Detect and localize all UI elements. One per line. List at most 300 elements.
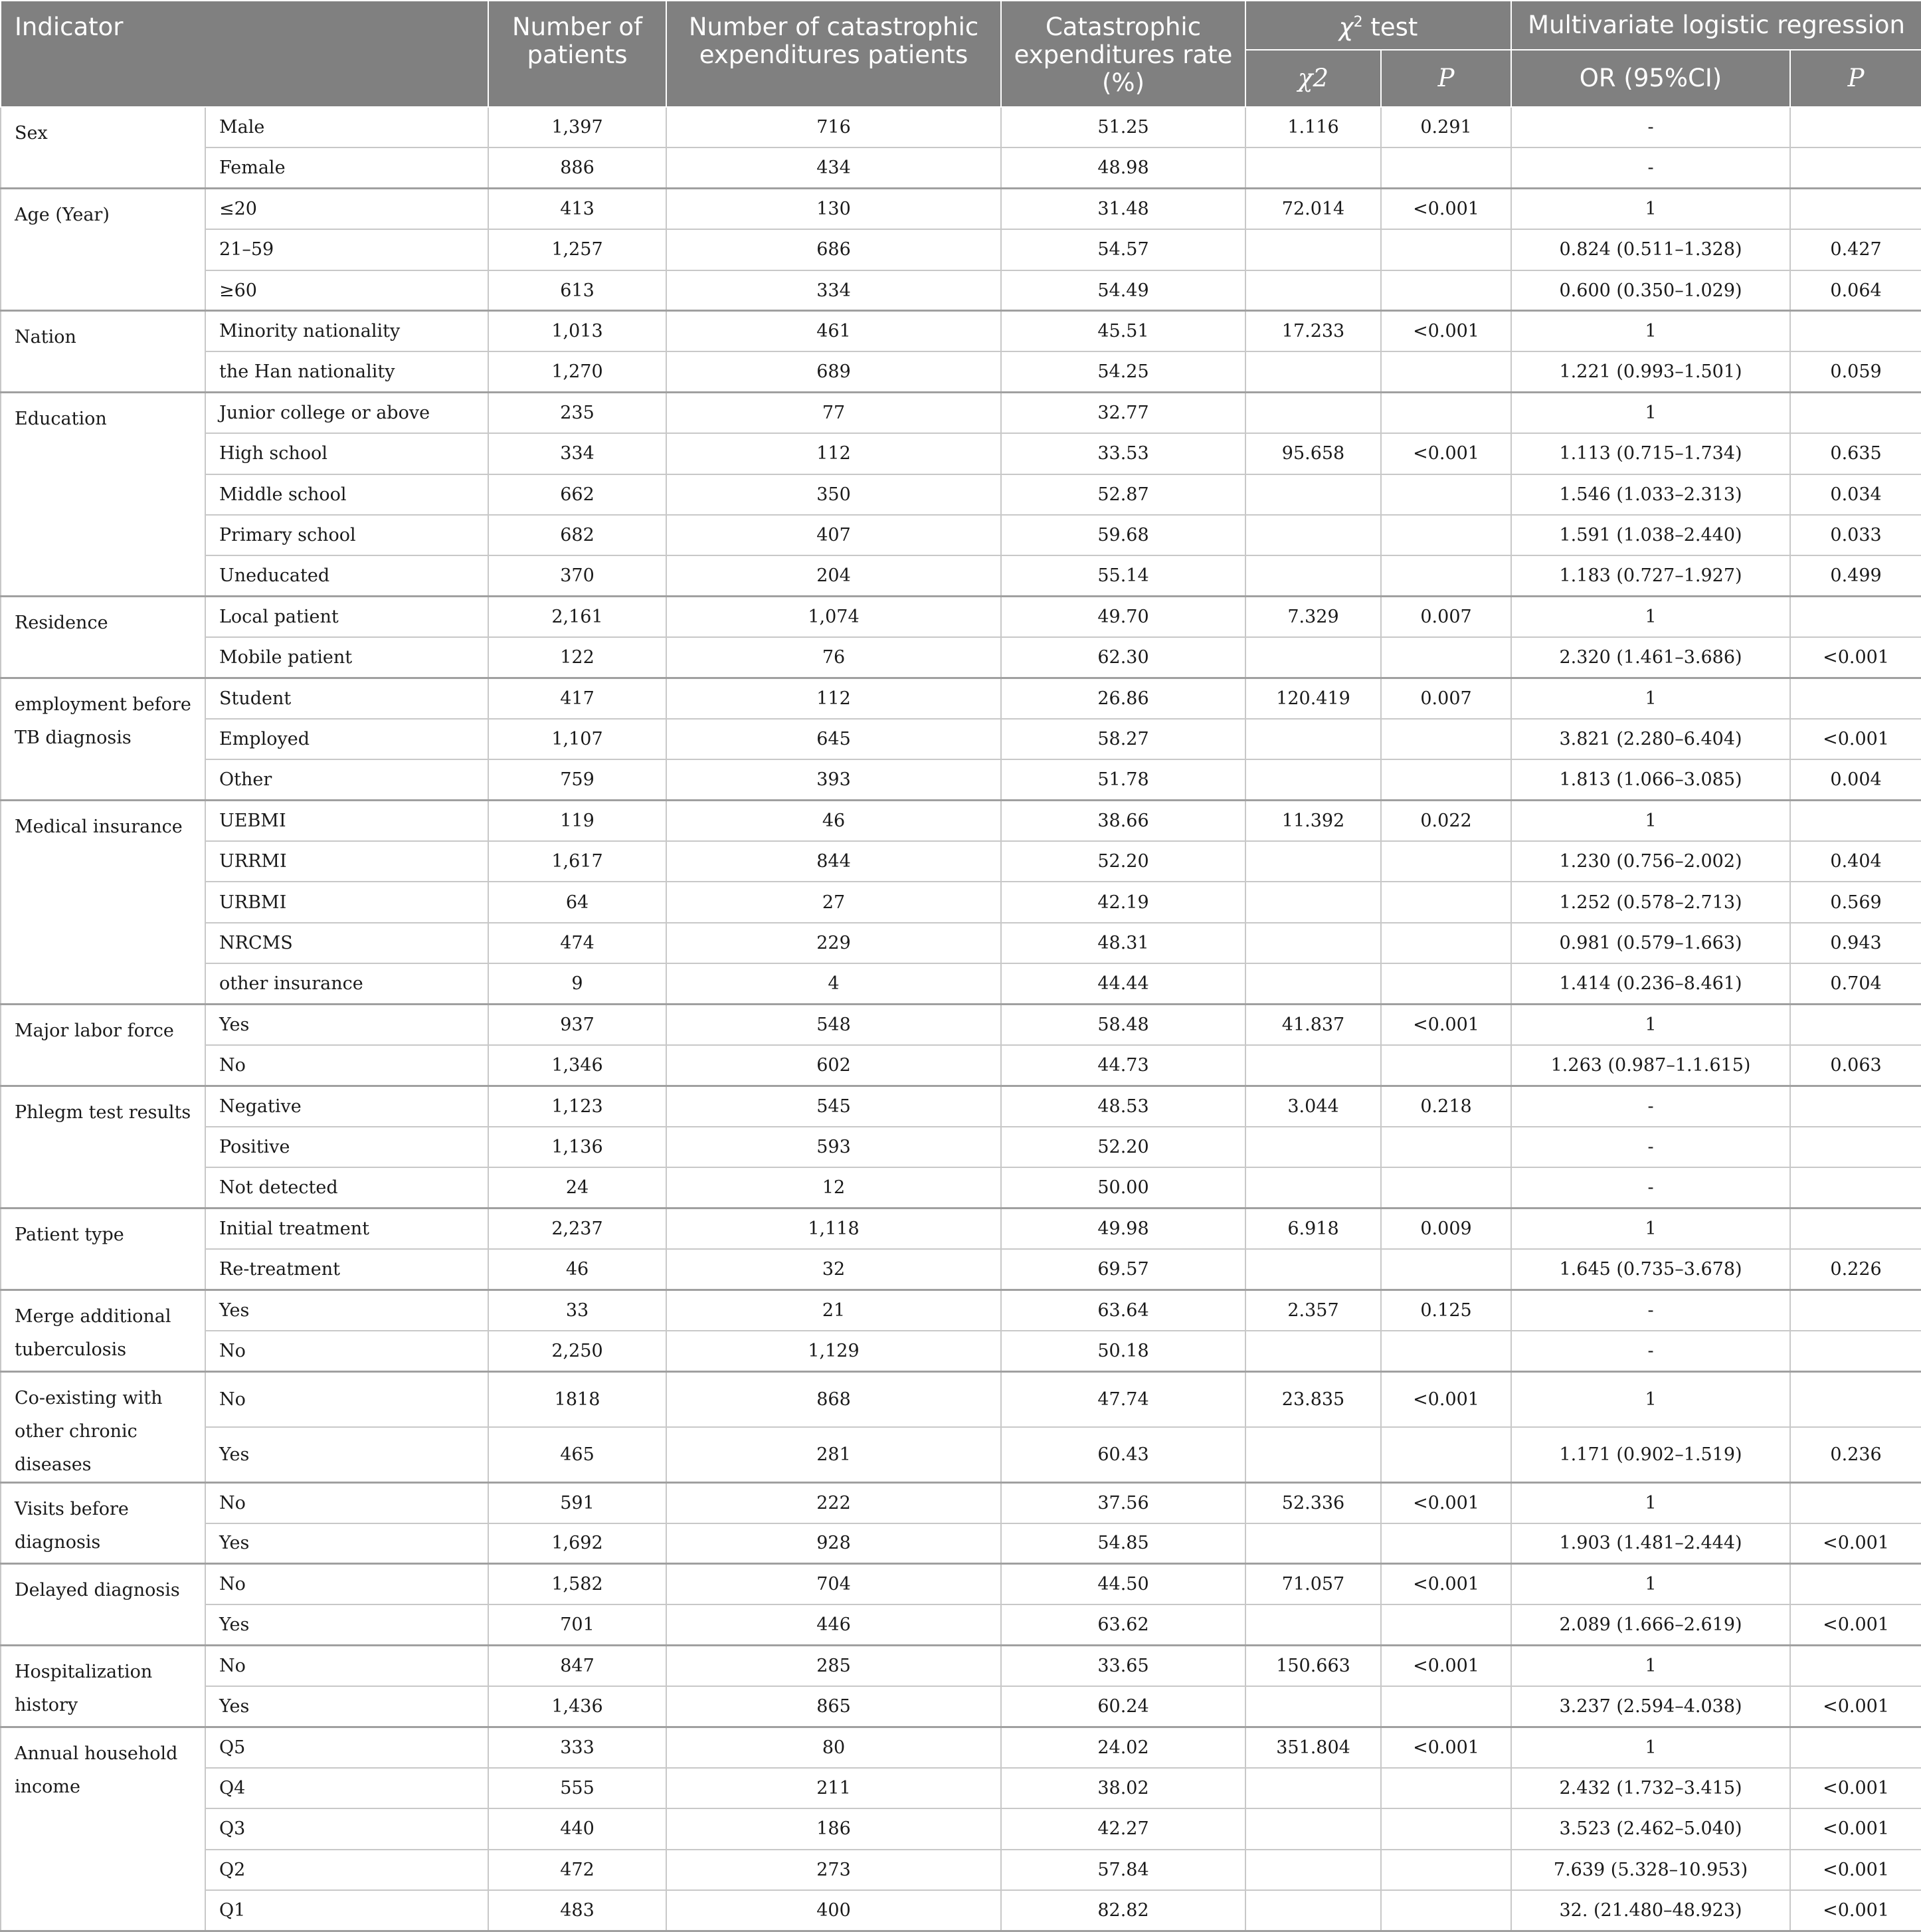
chi2-cell [1245, 759, 1381, 800]
rate-cell: 44.44 [1001, 963, 1245, 1004]
or-ci-cell: 1 [1511, 1005, 1790, 1045]
or-ci-cell: 1.221 (0.993–1.501) [1511, 351, 1790, 392]
category-cell: Q2 [205, 1850, 488, 1890]
p-cell: <0.001 [1381, 1482, 1511, 1523]
rate-cell: 54.49 [1001, 270, 1245, 311]
table-row [1, 1208, 1921, 1249]
rate-cell: 45.51 [1001, 311, 1245, 351]
p2-cell [1790, 311, 1921, 351]
table-row [1, 923, 1921, 963]
chi2-cell [1245, 270, 1381, 311]
p-cell: <0.001 [1381, 311, 1511, 351]
or-ci-cell: 3.237 (2.594–4.038) [1511, 1686, 1790, 1727]
or-ci-cell: 1.263 (0.987–1.1.615) [1511, 1045, 1790, 1086]
num-catastrophic-cell: 461 [666, 311, 1001, 351]
or-ci-cell: 1 [1511, 311, 1790, 351]
header-num-catastrophic: Number of catastrophic expenditures patients [666, 1, 1001, 107]
or-ci-cell: 1 [1511, 393, 1790, 433]
p2-cell: 0.404 [1790, 841, 1921, 882]
chi2-cell: 52.336 [1245, 1482, 1381, 1523]
rate-cell: 44.73 [1001, 1045, 1245, 1086]
rate-cell: 42.19 [1001, 882, 1245, 922]
category-cell: the Han nationality [205, 351, 488, 392]
p-cell: <0.001 [1381, 1727, 1511, 1767]
header-chi-superscript: 2 [1353, 14, 1363, 31]
or-ci-cell: 2.432 (1.732–3.415) [1511, 1768, 1790, 1808]
p2-cell [1790, 801, 1921, 841]
table-row [1, 474, 1921, 515]
table-row [1, 1005, 1921, 1045]
table-row [1, 841, 1921, 882]
p2-cell: 0.704 [1790, 963, 1921, 1004]
num-catastrophic-cell: 1,074 [666, 597, 1001, 637]
table-row [1, 1768, 1921, 1808]
chi2-cell [1245, 1523, 1381, 1564]
num-catastrophic-cell: 4 [666, 963, 1001, 1004]
num-catastrophic-cell: 112 [666, 433, 1001, 474]
rate-cell: 48.31 [1001, 923, 1245, 963]
p-cell [1381, 555, 1511, 596]
num-patients-cell: 24 [488, 1167, 666, 1208]
num-catastrophic-cell: 548 [666, 1005, 1001, 1045]
table-row [1, 1482, 1921, 1523]
p-cell: 0.007 [1381, 597, 1511, 637]
rate-cell: 57.84 [1001, 1850, 1245, 1890]
rate-cell: 32.77 [1001, 393, 1245, 433]
p2-cell [1790, 1331, 1921, 1371]
num-catastrophic-cell: 204 [666, 555, 1001, 596]
rate-cell: 44.50 [1001, 1564, 1245, 1604]
or-ci-cell: 1.414 (0.236–8.461) [1511, 963, 1790, 1004]
p2-cell [1790, 1208, 1921, 1249]
num-patients-cell: 122 [488, 637, 666, 678]
category-cell: Other [205, 759, 488, 800]
category-cell: Uneducated [205, 555, 488, 596]
table-row [1, 270, 1921, 311]
num-patients-cell: 9 [488, 963, 666, 1004]
category-cell: Mobile patient [205, 637, 488, 678]
or-ci-cell: 1.183 (0.727–1.927) [1511, 555, 1790, 596]
chi2-cell [1245, 393, 1381, 433]
num-catastrophic-cell: 1,118 [666, 1208, 1001, 1249]
p2-cell [1790, 1290, 1921, 1330]
num-catastrophic-cell: 545 [666, 1086, 1001, 1126]
table-row [1, 759, 1921, 800]
num-catastrophic-cell: 407 [666, 515, 1001, 555]
num-patients-cell: 1818 [488, 1371, 666, 1427]
header-chi-test-suffix: test [1362, 13, 1418, 42]
chi2-cell [1245, 1331, 1381, 1371]
chi2-cell [1245, 882, 1381, 922]
table-row [1, 107, 1921, 147]
p-cell: <0.001 [1381, 1646, 1511, 1686]
num-patients-cell: 682 [488, 515, 666, 555]
rate-cell: 31.48 [1001, 189, 1245, 229]
chi2-cell: 2.357 [1245, 1290, 1381, 1330]
p-cell: <0.001 [1381, 1371, 1511, 1427]
table-body [1, 107, 1921, 1931]
chi2-cell [1245, 963, 1381, 1004]
p2-cell: 0.059 [1790, 351, 1921, 392]
rate-cell: 33.65 [1001, 1646, 1245, 1686]
p-cell [1381, 351, 1511, 392]
category-cell: ≤20 [205, 189, 488, 229]
category-cell: Junior college or above [205, 393, 488, 433]
chi2-cell: 150.663 [1245, 1646, 1381, 1686]
category-cell: Yes [205, 1290, 488, 1330]
or-ci-cell: 7.639 (5.328–10.953) [1511, 1850, 1790, 1890]
chi2-cell [1245, 1604, 1381, 1645]
chi2-cell: 120.419 [1245, 678, 1381, 718]
chi2-cell [1245, 1686, 1381, 1727]
num-catastrophic-cell: 27 [666, 882, 1001, 922]
rate-cell: 26.86 [1001, 678, 1245, 718]
or-ci-cell: 0.981 (0.579–1.663) [1511, 923, 1790, 963]
or-ci-cell: 1 [1511, 1482, 1790, 1523]
p2-cell: <0.001 [1790, 1686, 1921, 1727]
table-row [1, 515, 1921, 555]
p-cell [1381, 515, 1511, 555]
indicator-cell: Nation [1, 311, 205, 393]
p-cell [1381, 923, 1511, 963]
p2-cell: <0.001 [1790, 1768, 1921, 1808]
num-patients-cell: 2,250 [488, 1331, 666, 1371]
chi2-cell: 6.918 [1245, 1208, 1381, 1249]
header-or-ci: OR (95%CI) [1511, 50, 1790, 107]
num-catastrophic-cell: 32 [666, 1249, 1001, 1290]
p2-cell [1790, 597, 1921, 637]
table-row [1, 1523, 1921, 1564]
chi2-cell [1245, 1249, 1381, 1290]
num-catastrophic-cell: 645 [666, 719, 1001, 759]
p-cell [1381, 1167, 1511, 1208]
num-catastrophic-cell: 281 [666, 1427, 1001, 1483]
or-ci-cell: 3.821 (2.280–6.404) [1511, 719, 1790, 759]
table-row [1, 1249, 1921, 1290]
num-patients-cell: 333 [488, 1727, 666, 1767]
indicator-cell: Sex [1, 107, 205, 189]
num-patients-cell: 701 [488, 1604, 666, 1645]
chi2-cell [1245, 474, 1381, 515]
rate-cell: 52.87 [1001, 474, 1245, 515]
category-cell: Female [205, 147, 488, 188]
p2-cell: <0.001 [1790, 1850, 1921, 1890]
num-catastrophic-cell: 602 [666, 1045, 1001, 1086]
p2-cell: 0.635 [1790, 433, 1921, 474]
p-cell: 0.007 [1381, 678, 1511, 718]
chi2-cell [1245, 841, 1381, 882]
num-catastrophic-cell: 46 [666, 801, 1001, 841]
chi2-cell: 3.044 [1245, 1086, 1381, 1126]
p-cell [1381, 841, 1511, 882]
table-row [1, 1045, 1921, 1086]
category-cell: NRCMS [205, 923, 488, 963]
num-catastrophic-cell: 434 [666, 147, 1001, 188]
p-cell [1381, 1890, 1511, 1931]
indicator-cell: Age (Year) [1, 189, 205, 311]
or-ci-cell: 1.903 (1.481–2.444) [1511, 1523, 1790, 1564]
chi2-cell [1245, 719, 1381, 759]
p-cell [1381, 759, 1511, 800]
num-catastrophic-cell: 1,129 [666, 1331, 1001, 1371]
p2-cell: <0.001 [1790, 719, 1921, 759]
num-catastrophic-cell: 704 [666, 1564, 1001, 1604]
rate-cell: 24.02 [1001, 1727, 1245, 1767]
or-ci-cell: 1 [1511, 1564, 1790, 1604]
table-row [1, 351, 1921, 392]
indicator-cell: Phlegm test results [1, 1086, 205, 1208]
category-cell: No [205, 1646, 488, 1686]
chi2-cell: 41.837 [1245, 1005, 1381, 1045]
p2-cell [1790, 189, 1921, 229]
p-cell [1381, 1427, 1511, 1483]
p-cell: <0.001 [1381, 1005, 1511, 1045]
num-patients-cell: 1,257 [488, 229, 666, 270]
header-rate: Catastrophic expenditures rate (%) [1001, 1, 1245, 107]
table-row [1, 189, 1921, 229]
num-catastrophic-cell: 393 [666, 759, 1001, 800]
header-chi-symbol: χ [1338, 13, 1354, 42]
p2-cell: <0.001 [1790, 1890, 1921, 1931]
rate-cell: 59.68 [1001, 515, 1245, 555]
p2-cell [1790, 1482, 1921, 1523]
p-cell [1381, 270, 1511, 311]
rate-cell: 38.02 [1001, 1768, 1245, 1808]
num-patients-cell: 64 [488, 882, 666, 922]
or-ci-cell: - [1511, 1167, 1790, 1208]
num-patients-cell: 440 [488, 1808, 666, 1849]
table-row [1, 311, 1921, 351]
table-row [1, 229, 1921, 270]
indicator-cell: Merge additional tuberculosis [1, 1290, 205, 1371]
rate-cell: 58.48 [1001, 1005, 1245, 1045]
rate-cell: 37.56 [1001, 1482, 1245, 1523]
p2-cell: <0.001 [1790, 1604, 1921, 1645]
chi2-cell: 1.116 [1245, 107, 1381, 147]
p-cell [1381, 1249, 1511, 1290]
num-patients-cell: 413 [488, 189, 666, 229]
num-catastrophic-cell: 186 [666, 1808, 1001, 1849]
num-patients-cell: 1,692 [488, 1523, 666, 1564]
rate-cell: 54.25 [1001, 351, 1245, 392]
num-patients-cell: 46 [488, 1249, 666, 1290]
category-cell: other insurance [205, 963, 488, 1004]
num-patients-cell: 1,436 [488, 1686, 666, 1727]
p2-cell: 0.427 [1790, 229, 1921, 270]
table-row [1, 1127, 1921, 1167]
rate-cell: 54.85 [1001, 1523, 1245, 1564]
indicator-cell: Delayed diagnosis [1, 1564, 205, 1646]
or-ci-cell: 1.645 (0.735–3.678) [1511, 1249, 1790, 1290]
p-cell [1381, 393, 1511, 433]
num-catastrophic-cell: 593 [666, 1127, 1001, 1167]
p-cell [1381, 882, 1511, 922]
table-row [1, 433, 1921, 474]
category-cell: URBMI [205, 882, 488, 922]
num-catastrophic-cell: 285 [666, 1646, 1001, 1686]
table-row [1, 1604, 1921, 1645]
table-row [1, 555, 1921, 596]
table-row [1, 963, 1921, 1004]
num-catastrophic-cell: 686 [666, 229, 1001, 270]
or-ci-cell: - [1511, 1290, 1790, 1330]
indicator-cell: Co-existing with other chronic diseases [1, 1371, 205, 1482]
or-ci-cell: - [1511, 1331, 1790, 1371]
p-cell [1381, 1604, 1511, 1645]
rate-cell: 55.14 [1001, 555, 1245, 596]
or-ci-cell: 1.171 (0.902–1.519) [1511, 1427, 1790, 1483]
indicator-cell: Medical insurance [1, 801, 205, 1005]
num-patients-cell: 1,107 [488, 719, 666, 759]
num-patients-cell: 555 [488, 1768, 666, 1808]
table-row [1, 1290, 1921, 1330]
chi2-cell [1245, 637, 1381, 678]
p2-cell: 0.004 [1790, 759, 1921, 800]
category-cell: No [205, 1045, 488, 1086]
p-cell [1381, 1808, 1511, 1849]
rate-cell: 60.24 [1001, 1686, 1245, 1727]
p2-cell [1790, 107, 1921, 147]
table-row [1, 1086, 1921, 1126]
category-cell: Minority nationality [205, 311, 488, 351]
num-catastrophic-cell: 76 [666, 637, 1001, 678]
p2-cell [1790, 678, 1921, 718]
p-cell: 0.125 [1381, 1290, 1511, 1330]
table-row [1, 678, 1921, 718]
rate-cell: 48.53 [1001, 1086, 1245, 1126]
table-row [1, 1727, 1921, 1767]
p2-cell [1790, 1564, 1921, 1604]
rate-cell: 52.20 [1001, 1127, 1245, 1167]
table-row [1, 1331, 1921, 1371]
num-patients-cell: 474 [488, 923, 666, 963]
table-row [1, 1808, 1921, 1849]
rate-cell: 54.57 [1001, 229, 1245, 270]
num-catastrophic-cell: 222 [666, 1482, 1001, 1523]
num-catastrophic-cell: 716 [666, 107, 1001, 147]
header-p [1381, 50, 1511, 107]
num-patients-cell: 662 [488, 474, 666, 515]
chi2-cell [1245, 1808, 1381, 1849]
chi2-cell: 11.392 [1245, 801, 1381, 841]
indicator-cell: Education [1, 393, 205, 597]
num-patients-cell: 847 [488, 1646, 666, 1686]
indicator-cell: Residence [1, 597, 205, 678]
p2-cell [1790, 147, 1921, 188]
rate-cell: 58.27 [1001, 719, 1245, 759]
p2-cell: 0.569 [1790, 882, 1921, 922]
num-patients-cell: 886 [488, 147, 666, 188]
category-cell: Yes [205, 1523, 488, 1564]
category-cell: 21–59 [205, 229, 488, 270]
category-cell: Primary school [205, 515, 488, 555]
or-ci-cell: 1.591 (1.038–2.440) [1511, 515, 1790, 555]
or-ci-cell: 1 [1511, 1208, 1790, 1249]
or-ci-cell: - [1511, 1086, 1790, 1126]
num-catastrophic-cell: 273 [666, 1850, 1001, 1890]
table-row [1, 1646, 1921, 1686]
num-catastrophic-cell: 400 [666, 1890, 1001, 1931]
p2-cell: 0.034 [1790, 474, 1921, 515]
table-header [1, 1, 1921, 107]
category-cell: No [205, 1482, 488, 1523]
p-cell [1381, 637, 1511, 678]
or-ci-cell: 1.252 (0.578–2.713) [1511, 882, 1790, 922]
rate-cell: 49.98 [1001, 1208, 1245, 1249]
header-p2-label: P [1847, 64, 1865, 92]
category-cell: Yes [205, 1686, 488, 1727]
table-row [1, 801, 1921, 841]
indicator-cell: employment before TB diagnosis [1, 678, 205, 800]
category-cell: No [205, 1371, 488, 1427]
p-cell [1381, 1768, 1511, 1808]
num-patients-cell: 1,397 [488, 107, 666, 147]
chi2-cell [1245, 1167, 1381, 1208]
num-patients-cell: 472 [488, 1850, 666, 1890]
or-ci-cell: 0.600 (0.350–1.029) [1511, 270, 1790, 311]
p2-cell [1790, 1646, 1921, 1686]
rate-cell: 52.20 [1001, 841, 1245, 882]
rate-cell: 48.98 [1001, 147, 1245, 188]
category-cell: Re-treatment [205, 1249, 488, 1290]
p2-cell: <0.001 [1790, 1523, 1921, 1564]
chi2-cell [1245, 229, 1381, 270]
rate-cell: 47.74 [1001, 1371, 1245, 1427]
num-catastrophic-cell: 21 [666, 1290, 1001, 1330]
rate-cell: 69.57 [1001, 1249, 1245, 1290]
header-p2 [1790, 50, 1921, 107]
category-cell: Student [205, 678, 488, 718]
num-catastrophic-cell: 229 [666, 923, 1001, 963]
header-num-patients: Number of patients [488, 1, 666, 107]
table-row [1, 1167, 1921, 1208]
category-cell: Q1 [205, 1890, 488, 1931]
category-cell: UEBMI [205, 801, 488, 841]
category-cell: Initial treatment [205, 1208, 488, 1249]
p-cell [1381, 1127, 1511, 1167]
or-ci-cell: 32. (21.480–48.923) [1511, 1890, 1790, 1931]
category-cell: No [205, 1331, 488, 1371]
chi2-cell [1245, 1427, 1381, 1483]
category-cell: Q5 [205, 1727, 488, 1767]
num-catastrophic-cell: 12 [666, 1167, 1001, 1208]
rate-cell: 51.78 [1001, 759, 1245, 800]
p-cell [1381, 1331, 1511, 1371]
num-catastrophic-cell: 80 [666, 1727, 1001, 1767]
category-cell: Yes [205, 1604, 488, 1645]
p2-cell [1790, 1005, 1921, 1045]
p-cell: 0.009 [1381, 1208, 1511, 1249]
num-patients-cell: 1,582 [488, 1564, 666, 1604]
rate-cell: 33.53 [1001, 433, 1245, 474]
p-cell [1381, 1850, 1511, 1890]
table-row [1, 637, 1921, 678]
header-chi2 [1245, 50, 1381, 107]
p2-cell [1790, 1086, 1921, 1126]
indicator-cell: Patient type [1, 1208, 205, 1290]
rate-cell: 82.82 [1001, 1890, 1245, 1931]
chi2-cell: 351.804 [1245, 1727, 1381, 1767]
category-cell: Positive [205, 1127, 488, 1167]
chi2-cell [1245, 515, 1381, 555]
p-cell [1381, 474, 1511, 515]
num-patients-cell: 465 [488, 1427, 666, 1483]
num-patients-cell: 1,270 [488, 351, 666, 392]
num-catastrophic-cell: 868 [666, 1371, 1001, 1427]
table-row [1, 1850, 1921, 1890]
num-patients-cell: 2,161 [488, 597, 666, 637]
p-cell: 0.022 [1381, 801, 1511, 841]
